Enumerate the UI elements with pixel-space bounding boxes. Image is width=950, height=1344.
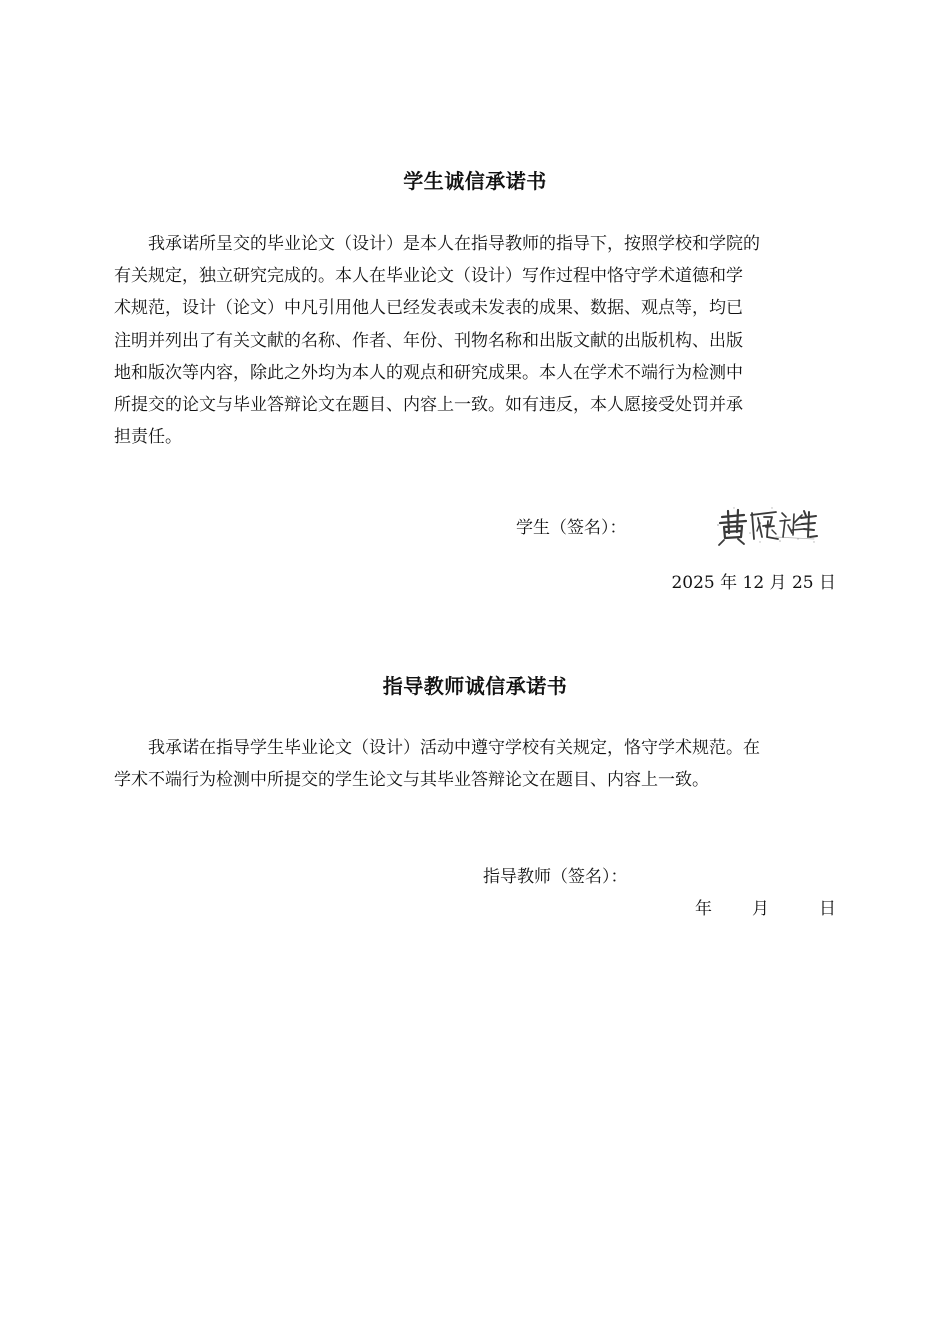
paragraph-line: 我承诺在指导学生毕业论文（设计）活动中遵守学校有关规定，恪守学术规范。在 [148, 738, 760, 758]
paragraph-line: 有关规定，独立研究完成的。本人在毕业论文（设计）写作过程中恪守学术道德和学 [114, 266, 743, 287]
student-signature-label: 学生（签名）： [516, 518, 627, 538]
paragraph-line: 我承诺所呈交的毕业论文（设计）是本人在指导教师的指导下，按照学校和学院的 [148, 234, 760, 254]
advisor-date-month: 月 [752, 899, 769, 919]
advisor-date-year: 年 [695, 899, 712, 919]
student-signature-image [714, 503, 818, 547]
paragraph-line: 注明并列出了有关文献的名称、作者、年份、刊物名称和出版文献的出版机构、出版 [114, 330, 743, 351]
paragraph-line: 地和版次等内容，除此之外均为本人的观点和研究成果。本人在学术不端行为检测中 [114, 362, 743, 383]
paragraph-line: 术规范，设计（论文）中凡引用他人已经发表或未发表的成果、数据、观点等，均已 [114, 298, 743, 319]
paragraph-line: 所提交的论文与毕业答辩论文在题目、内容上一致。如有违反，本人愿接受处罚并承 [114, 394, 743, 415]
student-date: 2025 年 12 月 25 日 [671, 573, 836, 593]
advisor-date-day: 日 [819, 899, 836, 919]
paragraph-line: 学术不端行为检测中所提交的学生论文与其毕业答辩论文在题目、内容上一致。 [114, 770, 709, 791]
student-pledge-title: 学生诚信承诺书 [403, 169, 547, 193]
advisor-pledge-paragraph [114, 732, 836, 796]
student-pledge-paragraph [114, 228, 836, 453]
advisor-signature-label: 指导教师（签名）： [483, 867, 628, 887]
paragraph-line: 担责任。 [114, 427, 182, 448]
advisor-pledge-title: 指导教师诚信承诺书 [382, 674, 568, 698]
